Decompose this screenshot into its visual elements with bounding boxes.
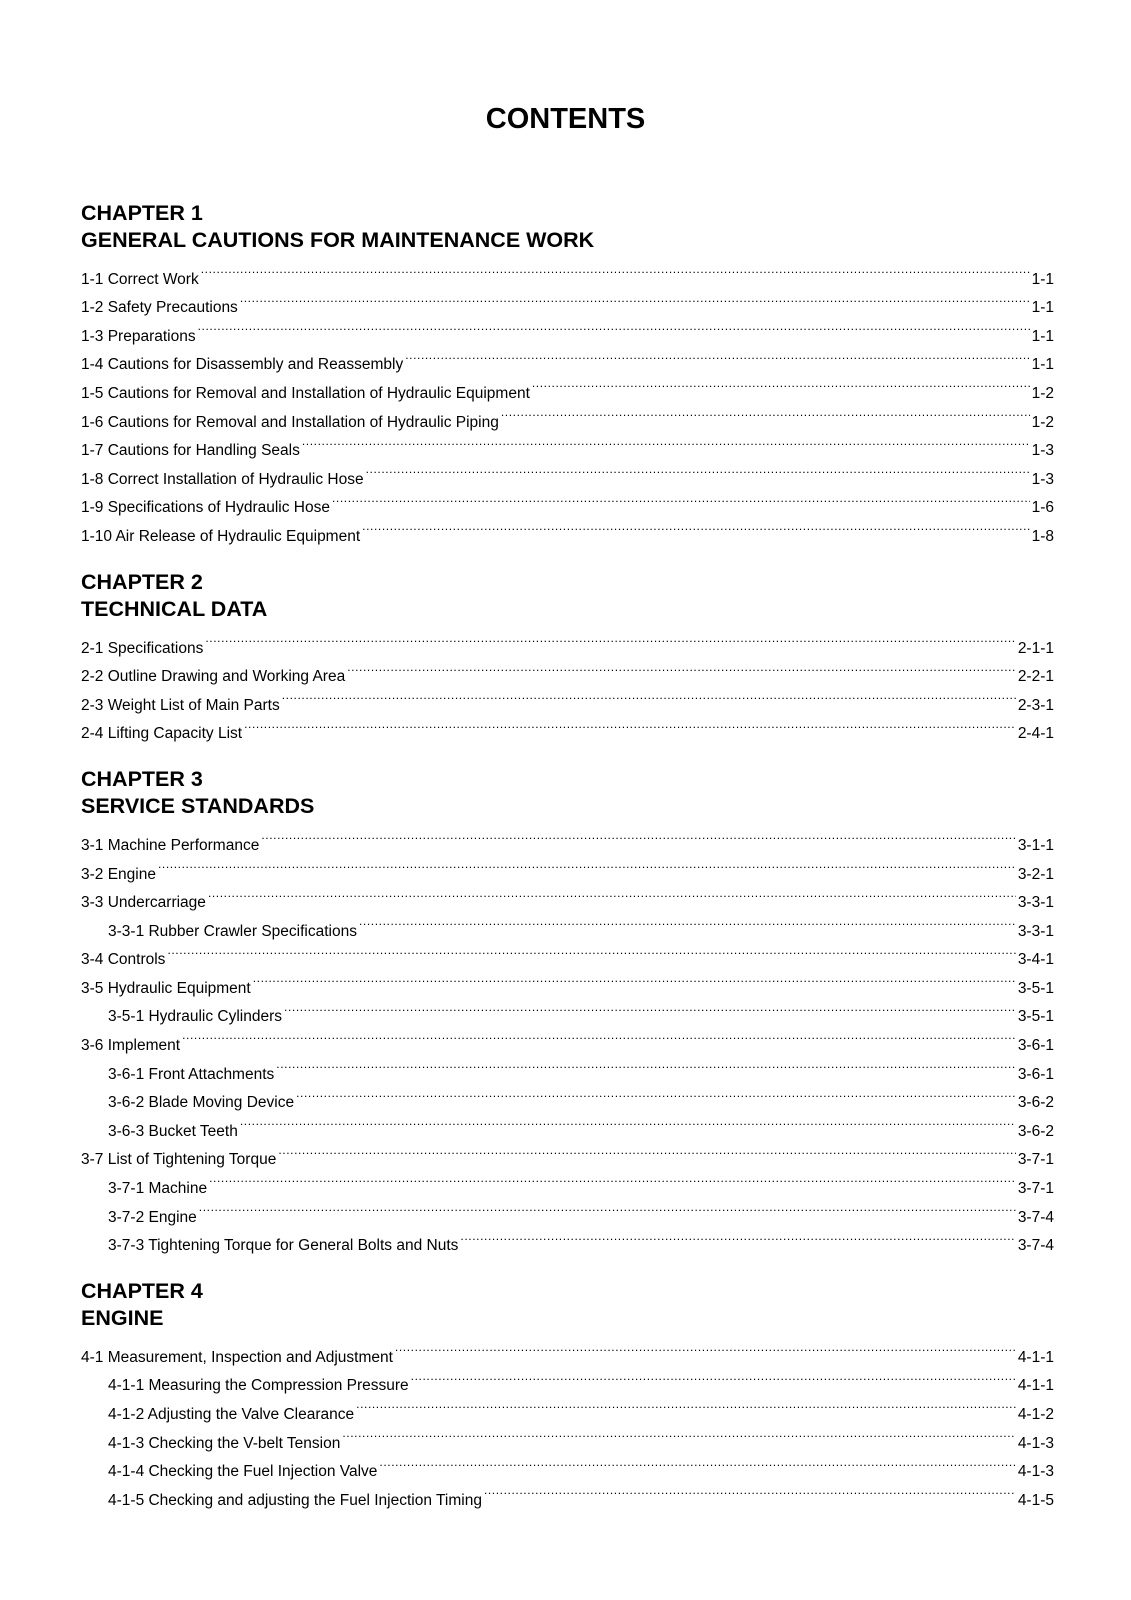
entry-page-number: 1-3 xyxy=(1031,442,1054,460)
toc-entry[interactable] xyxy=(81,341,1054,374)
dot-leader xyxy=(278,1136,1015,1165)
entry-title: 3-6 Implement xyxy=(81,1037,181,1055)
chapter-entry-list xyxy=(81,1333,1054,1509)
entry-title: 3-6-2 Blade Moving Device xyxy=(108,1094,295,1112)
chapter-entry-list xyxy=(81,624,1054,743)
entry-title: 4-1-2 Adjusting the Valve Clearance xyxy=(108,1406,355,1423)
entry-page-number: 4-1-3 xyxy=(1017,1463,1054,1481)
toc-subentry[interactable] xyxy=(81,907,1054,940)
entry-page-number: 1-2 xyxy=(1031,413,1054,431)
chapter-number: CHAPTER 1 xyxy=(81,201,203,225)
toc-subentry[interactable] xyxy=(81,1222,1054,1255)
entry-title: 2-3 Weight List of Main Parts xyxy=(81,696,280,714)
entry-title: 3-3 Undercarriage xyxy=(81,894,206,912)
entry-page-number: 2-1-1 xyxy=(1017,639,1054,657)
toc-entry[interactable] xyxy=(81,1333,1054,1366)
chapter-entry-list xyxy=(81,255,1054,545)
dot-leader xyxy=(158,850,1016,879)
entry-page-number: 3-6-1 xyxy=(1017,1037,1054,1055)
chapter-number: CHAPTER 4 xyxy=(81,1279,203,1304)
toc-subentry[interactable] xyxy=(81,1050,1054,1083)
entry-page-number: 3-7-4 xyxy=(1017,1237,1054,1255)
entry-title: 2-1 Specifications xyxy=(81,639,204,657)
entry-page-number: 4-1-3 xyxy=(1017,1434,1054,1452)
entry-title: 3-2 Engine xyxy=(81,865,156,883)
chapter-number: CHAPTER 2 xyxy=(81,569,203,594)
chapter-name: GENERAL CAUTIONS FOR MAINTENANCE WORK xyxy=(81,228,595,252)
chapter-entry-list xyxy=(81,821,1054,1255)
toc-entry[interactable] xyxy=(81,1021,1054,1055)
dot-leader xyxy=(484,1476,1016,1505)
chapter-name: SERVICE STANDARDS xyxy=(81,794,315,819)
chapter-name: TECHNICAL DATA xyxy=(81,596,268,621)
entry-title: 3-6-3 Bucket Teeth xyxy=(108,1122,238,1140)
entry-page-number: 4-1-2 xyxy=(1017,1406,1054,1423)
entry-page-number: 1-2 xyxy=(1031,384,1054,402)
toc-entry[interactable] xyxy=(81,624,1054,657)
chapter-section xyxy=(81,200,1054,545)
page-title: CONTENTS xyxy=(485,103,646,135)
dot-leader xyxy=(302,427,1030,456)
dot-leader xyxy=(240,284,1030,313)
entry-page-number: 3-6-1 xyxy=(1017,1065,1054,1083)
toc-entry[interactable] xyxy=(81,653,1054,686)
toc-entry[interactable] xyxy=(81,255,1054,288)
dot-leader xyxy=(405,341,1029,370)
entry-page-number: 3-5-1 xyxy=(1017,979,1054,997)
entry-title: 1-9 Specifications of Hydraulic Hose xyxy=(81,499,330,517)
entry-page-number: 1-1 xyxy=(1031,299,1054,317)
dot-leader xyxy=(332,484,1030,513)
entry-page-number: 3-3-1 xyxy=(1017,922,1054,940)
entry-page-number: 3-5-1 xyxy=(1017,1008,1054,1026)
toc-entry[interactable] xyxy=(81,312,1054,345)
entry-title: 3-1 Machine Performance xyxy=(81,836,260,854)
dot-leader xyxy=(209,1164,1016,1193)
dot-leader xyxy=(276,1050,1016,1079)
toc-entry[interactable] xyxy=(81,284,1054,317)
chapter-section xyxy=(81,766,1054,1255)
entry-title: 3-5-1 Hydraulic Cylinders xyxy=(108,1008,283,1026)
entry-title: 2-4 Lifting Capacity List xyxy=(81,725,243,743)
entry-title: 2-2 Outline Drawing and Working Area xyxy=(81,668,346,686)
entry-title: 1-10 Air Release of Hydraulic Equipment xyxy=(81,527,361,545)
dot-leader xyxy=(244,710,1016,739)
entry-title: 4-1-3 Checking the V-belt Tension xyxy=(108,1434,341,1452)
entry-title: 4-1-1 Measuring the Compression Pressure xyxy=(108,1377,409,1395)
entry-title: 3-7 List of Tightening Torque xyxy=(81,1151,277,1169)
entry-page-number: 2-3-1 xyxy=(1017,696,1054,714)
entry-title: 1-2 Safety Precautions xyxy=(81,299,238,317)
entry-page-number: 1-3 xyxy=(1031,470,1054,488)
dot-leader xyxy=(395,1333,1016,1362)
dot-leader xyxy=(379,1448,1015,1477)
dot-leader xyxy=(362,512,1029,541)
entry-title: 1-4 Cautions for Disassembly and Reassembly xyxy=(81,356,404,374)
entry-page-number: 1-1 xyxy=(1031,270,1054,288)
toc-subentry[interactable] xyxy=(81,1193,1054,1226)
entry-title: 4-1 Measurement, Inspection and Adjustment xyxy=(81,1348,393,1366)
toc-subentry[interactable] xyxy=(81,1164,1054,1198)
entry-page-number: 2-2-1 xyxy=(1017,668,1054,686)
dot-leader xyxy=(359,907,1016,936)
chapter-name: ENGINE xyxy=(81,1306,164,1331)
dot-leader xyxy=(208,879,1016,908)
entry-title: 1-5 Cautions for Removal and Installation of Hydraulic Equipment xyxy=(81,384,530,402)
toc-entry[interactable] xyxy=(81,821,1054,854)
dot-leader xyxy=(198,312,1030,341)
entry-page-number: 1-1 xyxy=(1031,327,1054,345)
dot-leader xyxy=(356,1390,1016,1419)
entry-page-number: 1-6 xyxy=(1031,499,1054,517)
entry-page-number: 4-1-1 xyxy=(1017,1377,1054,1395)
entry-title: 1-7 Cautions for Handling Seals xyxy=(81,442,300,460)
entry-page-number: 3-7-4 xyxy=(1017,1208,1054,1226)
dot-leader xyxy=(253,964,1016,993)
dot-leader xyxy=(199,1193,1016,1222)
entry-title: 3-3-1 Rubber Crawler Specifications xyxy=(108,922,357,940)
chapter-number: CHAPTER 3 xyxy=(81,767,203,792)
entry-title: 1-3 Preparations xyxy=(81,327,196,345)
entry-title: 1-6 Cautions for Removal and Installation of Hydraulic Piping xyxy=(81,413,499,431)
entry-page-number: 3-7-1 xyxy=(1017,1180,1054,1198)
entry-title: 3-6-1 Front Attachments xyxy=(108,1065,275,1083)
dot-leader xyxy=(182,1021,1016,1050)
entry-page-number: 3-3-1 xyxy=(1017,894,1054,912)
entry-title: 3-4 Controls xyxy=(81,951,166,969)
entry-page-number: 1-1 xyxy=(1031,356,1054,374)
entry-page-number: 3-1-1 xyxy=(1017,836,1054,854)
dot-leader xyxy=(282,681,1016,710)
dot-leader xyxy=(167,936,1015,965)
entry-page-number: 3-4-1 xyxy=(1017,951,1054,969)
entry-title: 3-7-1 Machine xyxy=(108,1180,208,1198)
entry-page-number: 2-4-1 xyxy=(1017,725,1054,743)
dot-leader xyxy=(411,1362,1016,1391)
toc-entry[interactable] xyxy=(81,879,1054,912)
entry-title: 1-8 Correct Installation of Hydraulic Hose xyxy=(81,470,364,488)
entry-page-number: 3-7-1 xyxy=(1017,1151,1054,1169)
dot-leader xyxy=(460,1222,1015,1251)
chapter-section xyxy=(81,1278,1054,1509)
dot-leader xyxy=(284,993,1016,1022)
entry-title: 3-5 Hydraulic Equipment xyxy=(81,979,251,997)
entry-page-number: 3-2-1 xyxy=(1017,865,1054,883)
entry-title: 1-1 Correct Work xyxy=(81,270,199,288)
dot-leader xyxy=(342,1419,1015,1448)
dot-leader xyxy=(296,1079,1016,1108)
dot-leader xyxy=(501,398,1030,427)
entry-page-number: 4-1-5 xyxy=(1017,1491,1054,1509)
dot-leader xyxy=(347,653,1016,682)
table-of-contents xyxy=(81,200,1054,1509)
toc-entry[interactable] xyxy=(81,964,1054,997)
dot-leader xyxy=(532,369,1030,398)
toc-entry[interactable] xyxy=(81,850,1054,883)
entry-title: 3-7-3 Tightening Torque for General Bolts and Nuts xyxy=(108,1237,459,1255)
entry-title: 3-7-2 Engine xyxy=(108,1208,197,1226)
entry-page-number: 4-1-1 xyxy=(1017,1348,1054,1366)
dot-leader xyxy=(240,1107,1016,1136)
dot-leader xyxy=(261,821,1015,850)
entry-page-number: 3-6-2 xyxy=(1017,1122,1054,1140)
dot-leader xyxy=(201,255,1030,284)
entry-title: 4-1-5 Checking and adjusting the Fuel Injection Timing xyxy=(108,1491,482,1509)
entry-page-number: 1-8 xyxy=(1031,527,1054,545)
chapter-section xyxy=(81,569,1054,743)
entry-title: 4-1-4 Checking the Fuel Injection Valve xyxy=(108,1463,378,1481)
dot-leader xyxy=(366,455,1030,484)
dot-leader xyxy=(205,624,1015,653)
entry-page-number: 3-6-2 xyxy=(1017,1094,1054,1112)
toc-entry[interactable] xyxy=(81,936,1054,969)
